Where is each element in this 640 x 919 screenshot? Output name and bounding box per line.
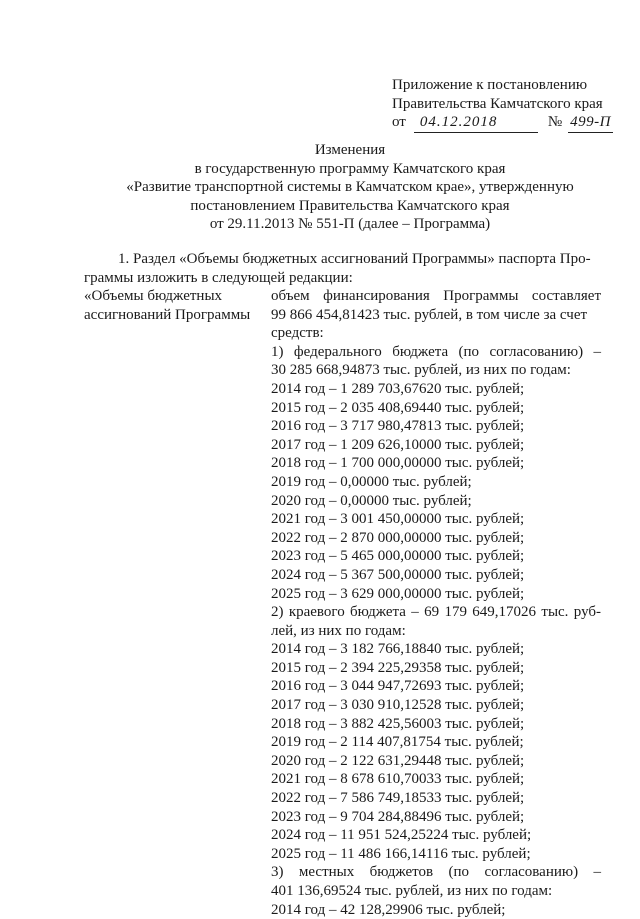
appendix-header <box>392 76 632 133</box>
title-line-4: постановлением Правительства Камчатского края <box>190 197 510 214</box>
list-item: 2015 год – 2 035 408,69440 тыс. рублей; <box>271 399 525 416</box>
list-item: 2017 год – 1 209 626,10000 тыс. рублей; <box>271 436 525 453</box>
regional-heading-1: 2) краевого бюджета – 69 179 649,17026 тыс. руб- <box>271 604 601 621</box>
section-1-line-2: граммы изложить в следующей редакции: <box>84 269 353 286</box>
list-item: 2015 год – 2 394 225,29358 тыс. рублей; <box>271 659 525 676</box>
federal-heading-1: 1) федерального бюджета (по согласованию) – <box>271 343 601 360</box>
appendix-line-1: Приложение к постановлению <box>392 77 588 93</box>
list-item: 2024 год – 11 951 524,25224 тыс. рублей; <box>271 827 532 844</box>
intro-line-3: средств: <box>271 325 324 342</box>
number-label: № <box>547 114 563 131</box>
resolution-number: 499-П <box>568 113 613 133</box>
list-item: 2023 год – 5 465 000,00000 тыс. рублей; <box>271 548 525 565</box>
list-item: 2023 год – 9 704 284,88496 тыс. рублей; <box>271 808 525 825</box>
list-item: 2022 год – 7 586 749,18533 тыс. рублей; <box>271 790 525 807</box>
list-item: 2020 год – 2 122 631,29448 тыс. рублей; <box>271 752 525 769</box>
list-item: 2016 год – 3 717 980,47813 тыс. рублей; <box>271 418 525 435</box>
list-item: 2025 год – 3 629 000,00000 тыс. рублей; <box>271 585 525 602</box>
resolution-reference <box>392 113 632 133</box>
regional-years-list <box>271 640 601 863</box>
title-line-3: «Развитие транспортной системы в Камчатском крае», утвержденную <box>126 179 574 196</box>
intro-line-2: 99 866 454,81423 тыс. рублей, в том числе за счет <box>271 306 588 323</box>
label-line-2: ассигнований Программы <box>84 306 251 323</box>
list-item: 2020 год – 0,00000 тыс. рублей; <box>271 492 472 509</box>
local-years-list <box>271 901 601 919</box>
resolution-date: 04.12.2018 <box>414 113 538 133</box>
list-item: 2022 год – 2 870 000,00000 тыс. рублей; <box>271 529 525 546</box>
budget-label-cell <box>84 287 264 324</box>
document-title <box>100 141 600 234</box>
list-item: 2025 год – 11 486 166,14116 тыс. рублей; <box>271 845 531 862</box>
section-1-paragraph <box>84 250 594 287</box>
from-label: от <box>392 114 406 131</box>
label-line-1: «Объемы бюджетных <box>84 288 223 304</box>
appendix-line-2: Правительства Камчатского края <box>392 95 603 112</box>
list-item: 2014 год – 1 289 703,67620 тыс. рублей; <box>271 380 525 397</box>
local-heading-1: 3) местных бюджетов (по согласованию) – <box>271 864 601 881</box>
federal-heading-2: 30 285 668,94873 тыс. рублей, из них по годам: <box>271 362 571 379</box>
list-item: 2017 год – 3 030 910,12528 тыс. рублей; <box>271 697 525 714</box>
list-item: 2018 год – 3 882 425,56003 тыс. рублей; <box>271 715 525 732</box>
section-1-line-1: 1. Раздел «Объемы бюджетных ассигнований Программы» паспорта Про- <box>118 251 591 267</box>
title-line-5: от 29.11.2013 № 551-П (далее – Программа) <box>209 216 491 233</box>
title-line-1: Изменения <box>314 142 386 158</box>
regional-heading-2: лей, из них по годам: <box>271 622 406 639</box>
title-line-2: в государственную программу Камчатского края <box>194 160 506 177</box>
federal-years-list <box>271 380 601 603</box>
list-item: 2021 год – 8 678 610,70033 тыс. рублей; <box>271 771 525 788</box>
local-heading-2: 401 136,69524 тыс. рублей, из них по годам: <box>271 883 553 899</box>
intro-line-1: объем финансирования Программы составляет <box>271 288 601 304</box>
budget-value-cell <box>271 287 601 919</box>
list-item: 2016 год – 3 044 947,72693 тыс. рублей; <box>271 678 525 695</box>
list-item: 2014 год – 3 182 766,18840 тыс. рублей; <box>271 641 525 658</box>
list-item: 2014 год – 42 128,29906 тыс. рублей; <box>271 901 506 918</box>
list-item: 2019 год – 2 114 407,81754 тыс. рублей; <box>271 734 524 751</box>
list-item: 2018 год – 1 700 000,00000 тыс. рублей; <box>271 455 525 472</box>
list-item: 2019 год – 0,00000 тыс. рублей; <box>271 473 472 490</box>
list-item: 2021 год – 3 001 450,00000 тыс. рублей; <box>271 511 525 528</box>
list-item: 2024 год – 5 367 500,00000 тыс. рублей; <box>271 566 525 583</box>
